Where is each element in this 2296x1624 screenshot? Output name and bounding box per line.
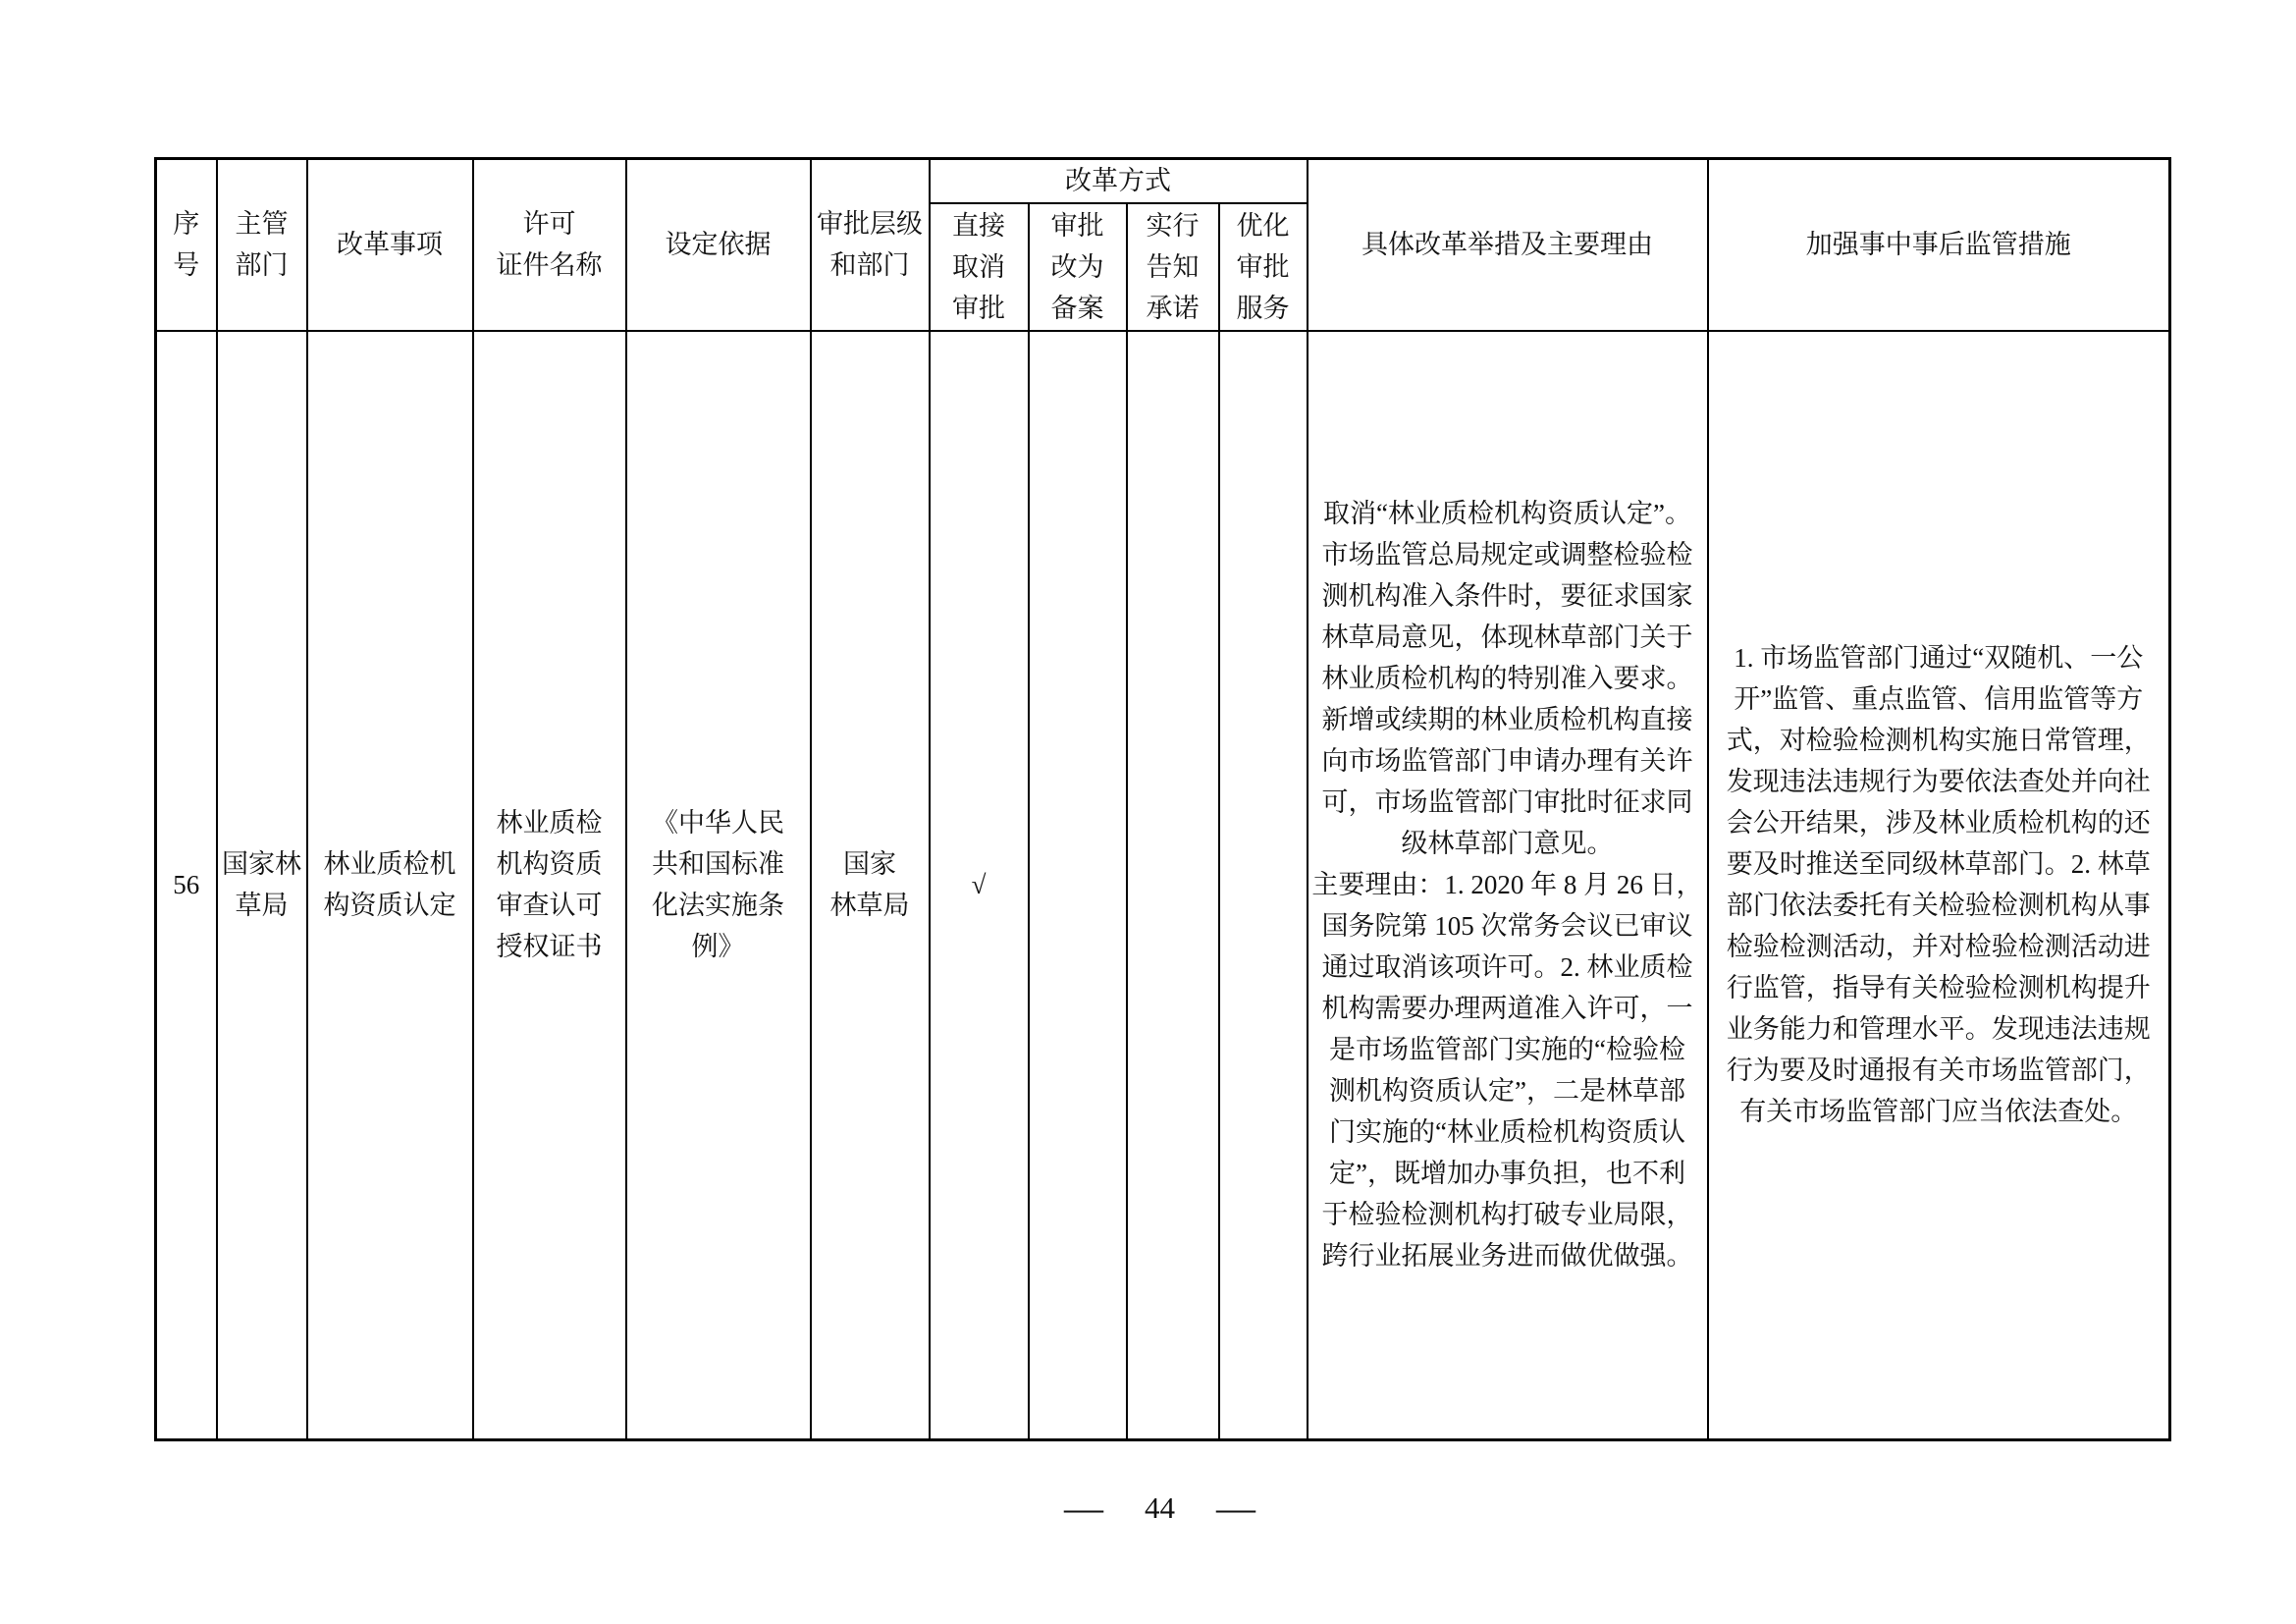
header-legal-basis [626, 159, 811, 331]
reform-table [154, 157, 2171, 1441]
measures-line: 国务院第 105 次常务会议已审议 [1321, 911, 1693, 942]
header-reform-method-label: 改革方式 [1065, 166, 1171, 196]
header-measures [1308, 159, 1708, 331]
header-approval-level [811, 159, 930, 331]
cell-legal-basis-line: 共和国标准 [652, 849, 784, 880]
header-reform-item-label: 改革事项 [337, 230, 443, 260]
measures-line: 可，市场监管部门审批时征求同 [1321, 787, 1693, 818]
cell-legal-basis [626, 331, 811, 1440]
header-supervision [1708, 159, 2170, 331]
header-method-filing-line: 改为 [1050, 251, 1104, 282]
header-method-optimize-line: 优化 [1236, 210, 1290, 241]
header-department-line: 主管 [235, 209, 289, 240]
measures-line: 机构需要办理两道准入许可，一 [1321, 994, 1693, 1024]
cell-department-text [218, 843, 306, 926]
cell-license-name-line: 审查认可 [496, 891, 603, 921]
header-method-notify-line: 告知 [1146, 251, 1200, 282]
cell-method-cancel [930, 331, 1029, 1440]
supervision-line: 行监管，指导有关检验检测机构提升 [1726, 973, 2151, 1003]
cell-legal-basis-text [627, 802, 810, 967]
check-mark: √ [971, 870, 987, 900]
measures-line: 市场监管总局规定或调整检验检 [1321, 540, 1693, 570]
header-seq-text [157, 203, 216, 286]
table-row [156, 331, 2170, 1440]
header-supervision-label: 加强事中事后监管措施 [1805, 230, 2071, 260]
cell-license-name-line: 授权证书 [496, 932, 603, 962]
header-seq-line: 号 [173, 250, 200, 281]
header-department-line: 部门 [235, 250, 289, 281]
cell-reform-item-line: 构资质认定 [323, 891, 456, 921]
header-license-name [473, 159, 626, 331]
header-method-filing [1029, 203, 1127, 331]
cell-method-optimize [1219, 331, 1308, 1440]
measures-line: 新增或续期的林业质检机构直接 [1321, 705, 1693, 735]
header-department [217, 159, 307, 331]
measures-line: 测机构资质认定”，二是林草部 [1329, 1076, 1685, 1107]
cell-supervision-text [1709, 637, 2169, 1132]
supervision-line: 要及时推送至同级林草部门。2. 林草 [1726, 849, 2151, 880]
supervision-line: 会公开结果，涉及林业质检机构的还 [1726, 808, 2151, 839]
cell-reform-item-text [308, 843, 472, 926]
header-seq-line: 序 [173, 209, 200, 240]
cell-reform-item-line: 林业质检机 [323, 849, 456, 880]
cell-department [217, 331, 307, 1440]
measures-line: 是市场监管部门实施的“检验检 [1329, 1035, 1685, 1065]
header-license-name-line: 许可 [522, 209, 576, 240]
header-approval-level-text [812, 203, 929, 286]
header-method-filing-text [1030, 205, 1126, 329]
header-reform-method [930, 159, 1308, 203]
header-approval-level-line: 和部门 [829, 250, 910, 281]
cell-approval-level-line: 林草局 [829, 891, 910, 921]
cell-measures-text [1308, 493, 1707, 1276]
header-method-notify [1127, 203, 1219, 331]
header-method-notify-line: 承诺 [1146, 293, 1200, 323]
supervision-line: 有关市场监管部门应当依法查处。 [1739, 1097, 2138, 1127]
header-method-optimize-line: 审批 [1236, 251, 1290, 282]
header-method-cancel-line: 审批 [952, 293, 1005, 323]
measures-line: 级林草部门意见。 [1401, 829, 1614, 859]
header-method-cancel [930, 203, 1029, 331]
cell-measures [1308, 331, 1708, 1440]
header-license-name-line: 证件名称 [496, 250, 603, 281]
page-footer [1064, 1481, 1255, 1536]
header-method-notify-line: 实行 [1146, 210, 1200, 241]
header-method-cancel-text [931, 205, 1028, 329]
cell-license-name-line: 机构资质 [496, 849, 603, 880]
cell-reform-item [307, 331, 473, 1440]
cell-method-notify [1127, 331, 1219, 1440]
cell-legal-basis-line: 化法实施条 [652, 891, 784, 921]
header-method-notify-text [1128, 205, 1218, 329]
header-method-optimize [1219, 203, 1308, 331]
measures-line: 通过取消该项许可。2. 林业质检 [1321, 952, 1693, 983]
page-number: 44 [1145, 1490, 1175, 1525]
supervision-line: 部门依法委托有关检验检测机构从事 [1726, 891, 2151, 921]
cell-approval-level-line: 国家 [843, 849, 896, 880]
measures-line: 定”，既增加办事负担，也不利 [1329, 1159, 1685, 1189]
measures-line: 于检验检测机构打破专业局限， [1321, 1200, 1693, 1230]
header-reform-item [307, 159, 473, 331]
measures-line: 主要理由：1. 2020 年 8 月 26 日， [1311, 870, 1703, 900]
cell-seq-value: 56 [173, 870, 200, 900]
header-license-name-text [474, 203, 625, 286]
measures-line: 门实施的“林业质检机构资质认 [1329, 1117, 1685, 1148]
header-method-cancel-line: 取消 [952, 251, 1005, 282]
measures-line: 取消“林业质检机构资质认定”。 [1323, 499, 1691, 529]
cell-supervision [1708, 331, 2170, 1440]
header-seq [156, 159, 217, 331]
measures-line: 跨行业拓展业务进而做优做强。 [1321, 1241, 1693, 1272]
cell-license-name-text [474, 802, 625, 967]
cell-license-name [473, 331, 626, 1440]
header-method-optimize-text [1220, 205, 1307, 329]
supervision-line: 式，对检验检测机构实施日常管理， [1726, 726, 2151, 756]
cell-seq [156, 331, 217, 1440]
supervision-line: 开”监管、重点监管、信用监管等方 [1734, 684, 2144, 715]
cell-approval-level [811, 331, 930, 1440]
header-method-cancel-line: 直接 [952, 210, 1005, 241]
header-department-text [218, 203, 306, 286]
supervision-line: 行为要及时通报有关市场监管部门， [1726, 1056, 2151, 1086]
table-header-row [156, 159, 2170, 203]
header-measures-label: 具体改革举措及主要理由 [1362, 230, 1653, 260]
measures-line: 向市场监管部门申请办理有关许 [1321, 746, 1693, 777]
cell-legal-basis-line: 《中华人民 [652, 808, 784, 839]
supervision-line: 业务能力和管理水平。发现违法违规 [1726, 1014, 2151, 1045]
measures-line: 林业质检机构的特别准入要求。 [1321, 664, 1693, 694]
measures-line: 林草局意见，体现林草部门关于 [1321, 623, 1693, 653]
supervision-line: 1. 市场监管部门通过“双随机、一公 [1734, 643, 2144, 674]
header-method-optimize-line: 服务 [1236, 293, 1290, 323]
measures-line: 测机构准入条件时，要征求国家 [1321, 581, 1693, 612]
header-method-filing-line: 审批 [1050, 210, 1104, 241]
cell-method-filing [1029, 331, 1127, 1440]
footer-dash-right: — [1216, 1486, 1255, 1530]
cell-legal-basis-line: 例》 [691, 932, 745, 962]
cell-department-line: 草局 [235, 891, 289, 921]
supervision-line: 发现违法违规行为要依法查处并向社 [1726, 767, 2151, 797]
cell-approval-level-text [812, 843, 929, 926]
footer-dash-left: — [1064, 1486, 1103, 1530]
header-approval-level-line: 审批层级 [817, 209, 923, 240]
supervision-line: 检验检测活动，并对检验检测活动进 [1726, 932, 2151, 962]
header-method-filing-line: 备案 [1050, 293, 1104, 323]
header-legal-basis-label: 设定依据 [665, 230, 772, 260]
cell-department-line: 国家林 [222, 849, 301, 880]
cell-license-name-line: 林业质检 [496, 808, 603, 839]
